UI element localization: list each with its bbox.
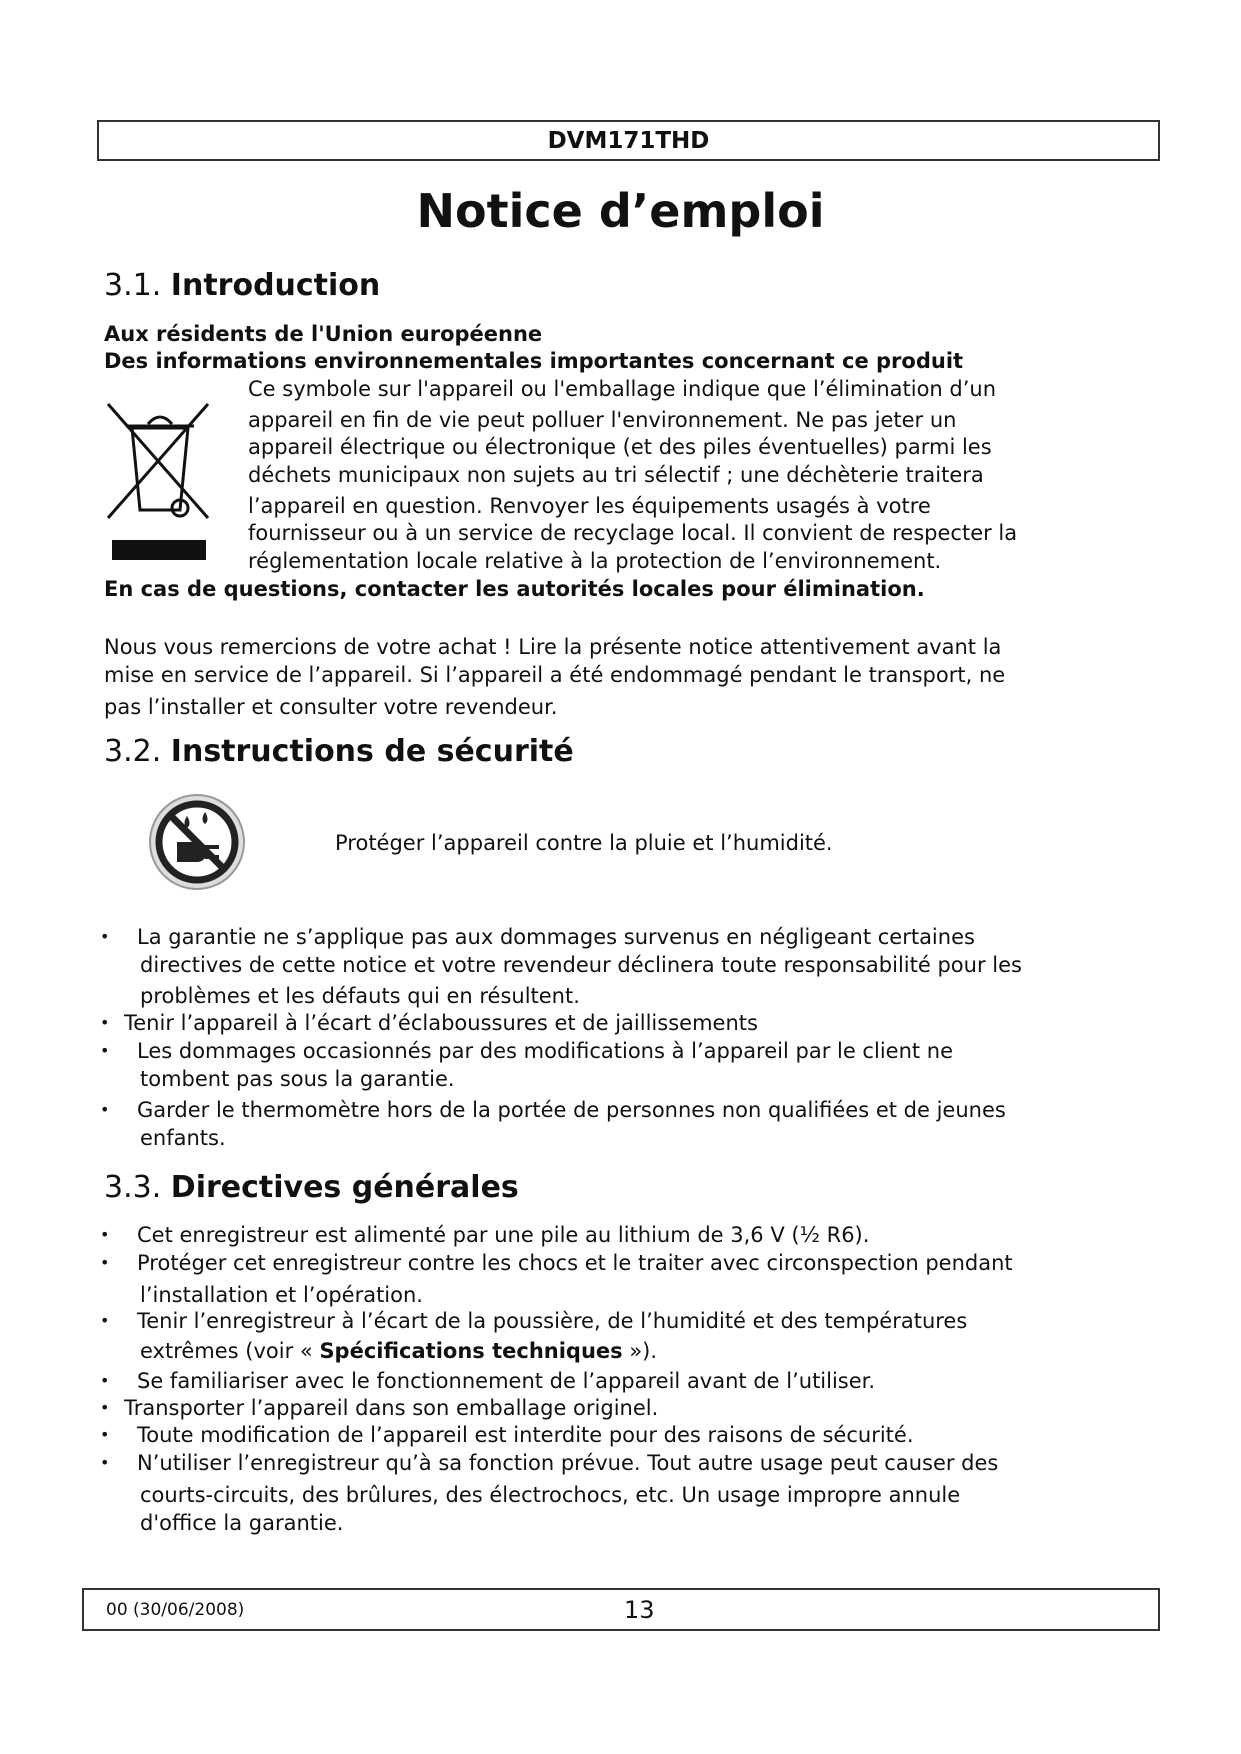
list-item: Cet enregistreur est alimenté par une pile au lithium de 3,6 V (½ R6).: [137, 1223, 870, 1247]
list-item: La garantie ne s’applique pas aux dommages survenus en négligeant certaines: [137, 925, 975, 949]
text: »).: [622, 1339, 658, 1363]
bullet: •: [100, 1453, 110, 1472]
bullet: •: [100, 1371, 110, 1390]
text-line: appareil électrique ou électronique (et des piles éventuelles) parmi les: [248, 435, 992, 459]
section-heading-general: [104, 1168, 519, 1208]
section-number: 3.3.: [104, 1170, 162, 1205]
bullet: •: [100, 1311, 110, 1330]
bullet: •: [100, 1398, 110, 1417]
list-item: Garder le thermomètre hors de la portée de personnes non qualifiées et de jeunes: [137, 1098, 1006, 1122]
list-item: Tenir l’enregistreur à l’écart de la poussière, de l’humidité et des températures: [137, 1309, 968, 1333]
contact-note: En cas de questions, contacter les autorités locales pour élimination.: [104, 577, 925, 601]
thanks-line: Nous vous remercions de votre achat ! Lire la présente notice attentivement avant la: [104, 635, 1002, 659]
list-item-cont: [140, 1337, 657, 1365]
page-title: Notice d’emploi: [416, 184, 825, 238]
bullet: •: [100, 1013, 110, 1032]
bullet: •: [100, 1425, 110, 1444]
page-number: 13: [624, 1596, 655, 1624]
moisture-caption: Protéger l’appareil contre la pluie et l’humidité.: [335, 831, 833, 855]
text-line: déchets municipaux non sujets au tri sélectif ; une déchèterie traitera: [248, 463, 984, 487]
version-date: 00 (30/06/2008): [106, 1600, 245, 1620]
list-item-cont: l’installation et l’opération.: [140, 1283, 423, 1307]
thanks-line: mise en service de l’appareil. Si l’appareil a été endommagé pendant le transport, ne: [104, 663, 1006, 687]
text-line: Ce symbole sur l'appareil ou l'emballage indique que l’élimination d’un: [248, 377, 997, 401]
bullet: •: [100, 927, 110, 946]
list-item: Les dommages occasionnés par des modifications à l’appareil par le client ne: [137, 1039, 954, 1063]
list-item: Transporter l’appareil dans son emballage originel.: [124, 1396, 659, 1420]
section-heading-introduction: [104, 266, 380, 306]
text-line: l’appareil en question. Renvoyer les équipements usagés à votre: [248, 494, 931, 518]
text-line: réglementation locale relative à la protection de l’environnement.: [248, 549, 942, 573]
text-line: fournisseur ou à un service de recyclage local. Il convient de respecter la: [248, 521, 1018, 545]
bullet: •: [100, 1225, 110, 1244]
section-number: 3.1.: [104, 268, 162, 303]
section-heading-safety: [104, 732, 574, 772]
list-item-cont: problèmes et les défauts qui en résultent.: [140, 984, 580, 1008]
bullet: •: [100, 1100, 110, 1119]
list-item: N’utiliser l’enregistreur qu’à sa fonction prévue. Tout autre usage peut causer des: [137, 1451, 999, 1475]
model-name: DVM171THD: [547, 128, 710, 154]
list-item: Tenir l’appareil à l’écart d’éclaboussures et de jaillissements: [124, 1011, 758, 1035]
list-item-cont: d'office la garantie.: [140, 1511, 344, 1535]
bullet: •: [100, 1041, 110, 1060]
section-title: Directives générales: [170, 1170, 519, 1205]
no-moisture-icon: [147, 792, 247, 892]
section-title: Instructions de sécurité: [170, 734, 574, 769]
eu-heading: Aux résidents de l'Union européenne: [104, 322, 543, 346]
header-box: [97, 120, 1160, 161]
list-item-cont: enfants.: [140, 1126, 226, 1150]
section-title: Introduction: [170, 268, 381, 303]
list-item: Se familiariser avec le fonctionnement de l’appareil avant de l’utiliser.: [137, 1369, 876, 1393]
list-item-cont: directives de cette notice et votre revendeur déclinera toute responsabilité pour les: [140, 953, 1022, 977]
bullet: •: [100, 1253, 110, 1272]
list-item-cont: courts-circuits, des brûlures, des électrochocs, etc. Un usage impropre annule: [140, 1483, 961, 1507]
text-line: appareil en fin de vie peut polluer l'environnement. Ne pas jeter un: [248, 408, 957, 432]
weee-bin-icon: [104, 400, 214, 562]
text: extrêmes (voir «: [140, 1339, 320, 1363]
list-item-cont: tombent pas sous la garantie.: [140, 1067, 455, 1091]
list-item: Toute modification de l’appareil est interdite pour des raisons de sécurité.: [137, 1423, 914, 1447]
section-number: 3.2.: [104, 734, 162, 769]
thanks-line: pas l’installer et consulter votre revendeur.: [104, 695, 558, 719]
footer-box: [82, 1588, 1160, 1631]
env-heading: Des informations environnementales importantes concernant ce produit: [104, 349, 964, 373]
specifications-reference: Spécifications techniques: [319, 1339, 623, 1363]
list-item: Protéger cet enregistreur contre les chocs et le traiter avec circonspection pendant: [137, 1251, 1013, 1275]
